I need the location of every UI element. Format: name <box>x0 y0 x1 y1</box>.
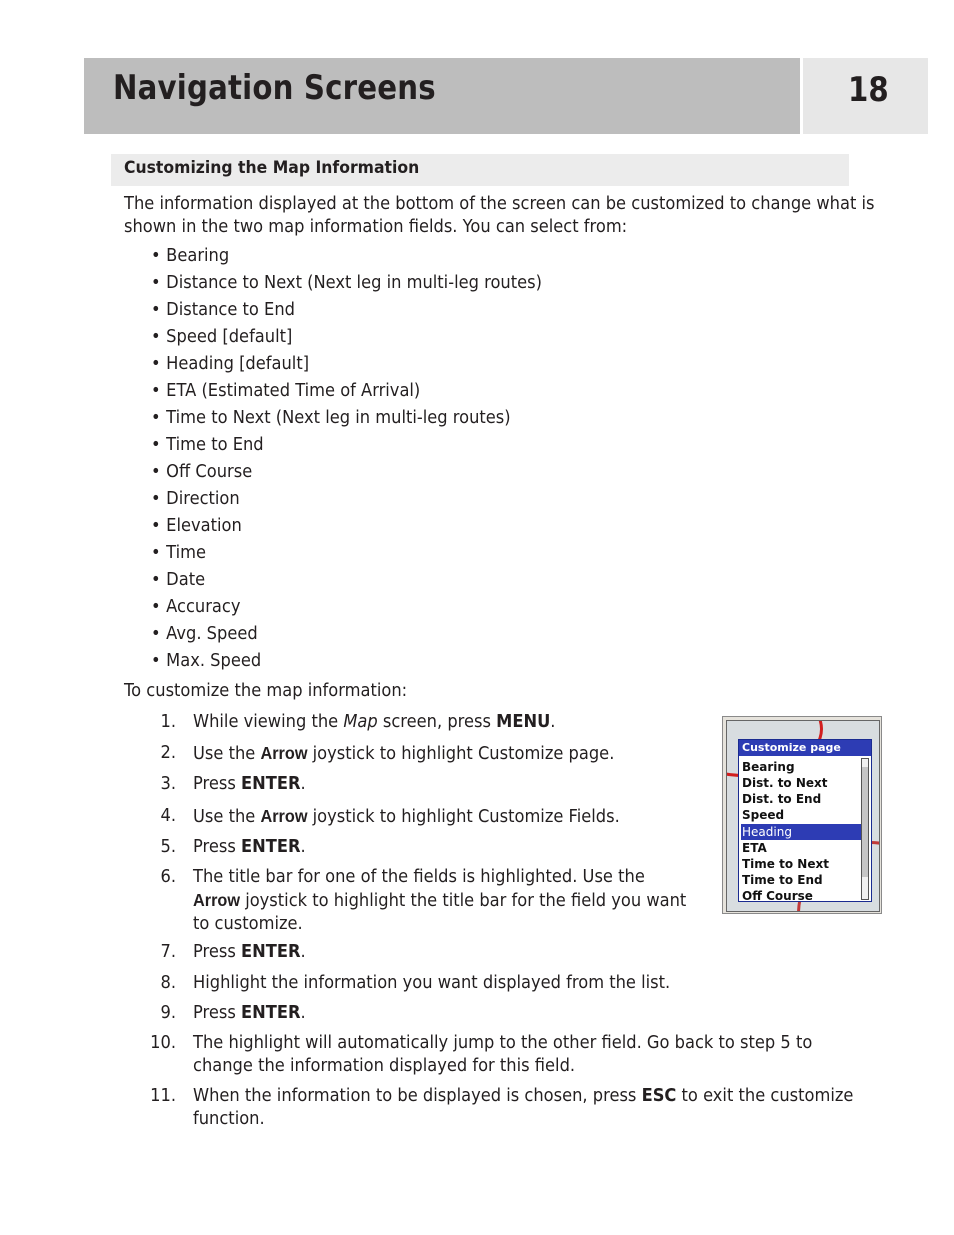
customize-menu <box>738 739 872 902</box>
menu-item[interactable]: Dist. to Next <box>742 776 828 790</box>
step-number: 10. <box>150 1033 176 1053</box>
list-item: • ETA (Estimated Time of Arrival) <box>151 380 542 407</box>
list-item: • Distance to Next (Next leg in multi-leg routes) <box>151 272 542 299</box>
menu-item[interactable]: Off Course <box>742 889 813 900</box>
step-text <box>193 773 306 796</box>
list-item: • Bearing <box>151 245 542 272</box>
step-text-line: change the information displayed for this field. <box>193 1056 576 1076</box>
intro-paragraph <box>124 193 879 239</box>
step-number: 4. <box>160 806 176 826</box>
step-number: 11. <box>150 1086 176 1106</box>
list-item: • Direction <box>151 488 542 515</box>
step-keyword: ESC <box>641 1086 677 1106</box>
step-menu-item: Customize Fields <box>477 807 615 827</box>
step-text <box>193 1032 812 1078</box>
device-screenshot <box>722 716 882 914</box>
step-text-part: screen, press <box>377 712 497 732</box>
step-text-part: Press <box>193 942 242 962</box>
step-text-part: . <box>300 837 306 857</box>
step-text <box>193 866 686 936</box>
step-text-line: to customize. <box>193 914 303 934</box>
menu-scrollbar[interactable] <box>861 758 869 900</box>
step-text-part: to exit the customize <box>676 1086 854 1106</box>
menu-item[interactable]: Time to Next <box>742 857 829 871</box>
step-number: 6. <box>160 867 176 887</box>
step-text <box>193 836 306 859</box>
list-item: • Avg. Speed <box>151 623 542 650</box>
step-number: 7. <box>160 942 176 962</box>
step-text <box>193 941 306 964</box>
step-text <box>193 742 614 766</box>
step-text-line: The highlight will automatically jump to the other field. Go back to step 5 to <box>193 1033 813 1053</box>
list-item: • Speed [default] <box>151 326 542 353</box>
step-keyword: ENTER <box>241 1003 301 1023</box>
intro-line-1: The information displayed at the bottom of the screen can be customized to change what is <box>124 194 875 214</box>
list-item: • Date <box>151 569 542 596</box>
step-keyword: Arrow <box>260 806 308 826</box>
step-text-part: . <box>609 744 615 764</box>
list-item: • Max. Speed <box>151 650 542 677</box>
list-item: • Distance to End <box>151 299 542 326</box>
step-text-part: Use the <box>193 744 261 764</box>
step-text-part: While viewing the <box>193 712 344 732</box>
step-text-part: joystick to highlight the title bar for the field you want <box>240 891 687 911</box>
list-item: • Time to End <box>151 434 542 461</box>
step-keyword: Arrow <box>260 743 308 763</box>
page-number: 18 <box>848 70 889 110</box>
step-keyword: ENTER <box>241 774 301 794</box>
map-background <box>726 720 880 912</box>
step-keyword: Arrow <box>193 890 241 910</box>
options-list <box>151 245 571 677</box>
section-title: Customizing the Map Information <box>124 158 420 178</box>
step-text-part: When the information to be displayed is chosen, press <box>193 1086 642 1106</box>
step-text-part: . <box>614 807 620 827</box>
step-keyword: ENTER <box>241 942 301 962</box>
menu-item[interactable]: Time to End <box>742 873 823 887</box>
step-text: Highlight the information you want displayed from the list. <box>193 973 671 993</box>
step-text-part: Press <box>193 774 242 794</box>
step-keyword: ENTER <box>241 837 301 857</box>
menu-item[interactable]: Speed <box>742 808 785 822</box>
list-item: • Time to Next (Next leg in multi-leg routes) <box>151 407 542 434</box>
step-text-part: joystick to highlight <box>307 744 478 764</box>
step-menu-item: Customize page <box>477 744 610 764</box>
step-text-part: joystick to highlight <box>307 807 478 827</box>
intro-line-2: shown in the two map information fields. You can select from: <box>124 217 628 237</box>
step-emphasis: Map <box>343 712 378 732</box>
page-title: Navigation Screens <box>113 68 436 108</box>
menu-item[interactable]: Bearing <box>742 760 795 774</box>
list-item: • Time <box>151 542 542 569</box>
step-text-part: . <box>300 774 306 794</box>
step-number: 5. <box>160 837 176 857</box>
step-text <box>193 1085 853 1131</box>
menu-item-selected[interactable]: Heading <box>741 824 862 840</box>
step-text-part: . <box>300 1003 306 1023</box>
menu-title: Customize page <box>739 740 871 756</box>
step-number: 8. <box>160 973 176 993</box>
step-text-line: function. <box>193 1109 265 1129</box>
menu-item[interactable]: ETA <box>742 841 767 855</box>
step-text-line: The title bar for one of the fields is highlighted. Use the <box>193 867 645 887</box>
step-keyword: MENU <box>496 712 551 732</box>
step-text <box>193 805 620 829</box>
step-text <box>193 711 555 734</box>
step-text <box>193 1002 306 1025</box>
step-number: 1. <box>160 712 176 732</box>
step-number: 9. <box>160 1003 176 1023</box>
list-item: • Accuracy <box>151 596 542 623</box>
step-number: 2. <box>160 743 176 763</box>
steps-intro: To customize the map information: <box>124 681 408 701</box>
list-item: • Off Course <box>151 461 542 488</box>
step-text-part: Press <box>193 1003 242 1023</box>
menu-item[interactable]: Dist. to End <box>742 792 822 806</box>
step-text-part: . <box>550 712 556 732</box>
step-text-part: . <box>300 942 306 962</box>
scroll-thumb[interactable] <box>862 767 868 877</box>
step-text-part: Press <box>193 837 242 857</box>
step-text-part: Use the <box>193 807 261 827</box>
list-item: • Heading [default] <box>151 353 542 380</box>
list-item: • Elevation <box>151 515 542 542</box>
step-number: 3. <box>160 774 176 794</box>
